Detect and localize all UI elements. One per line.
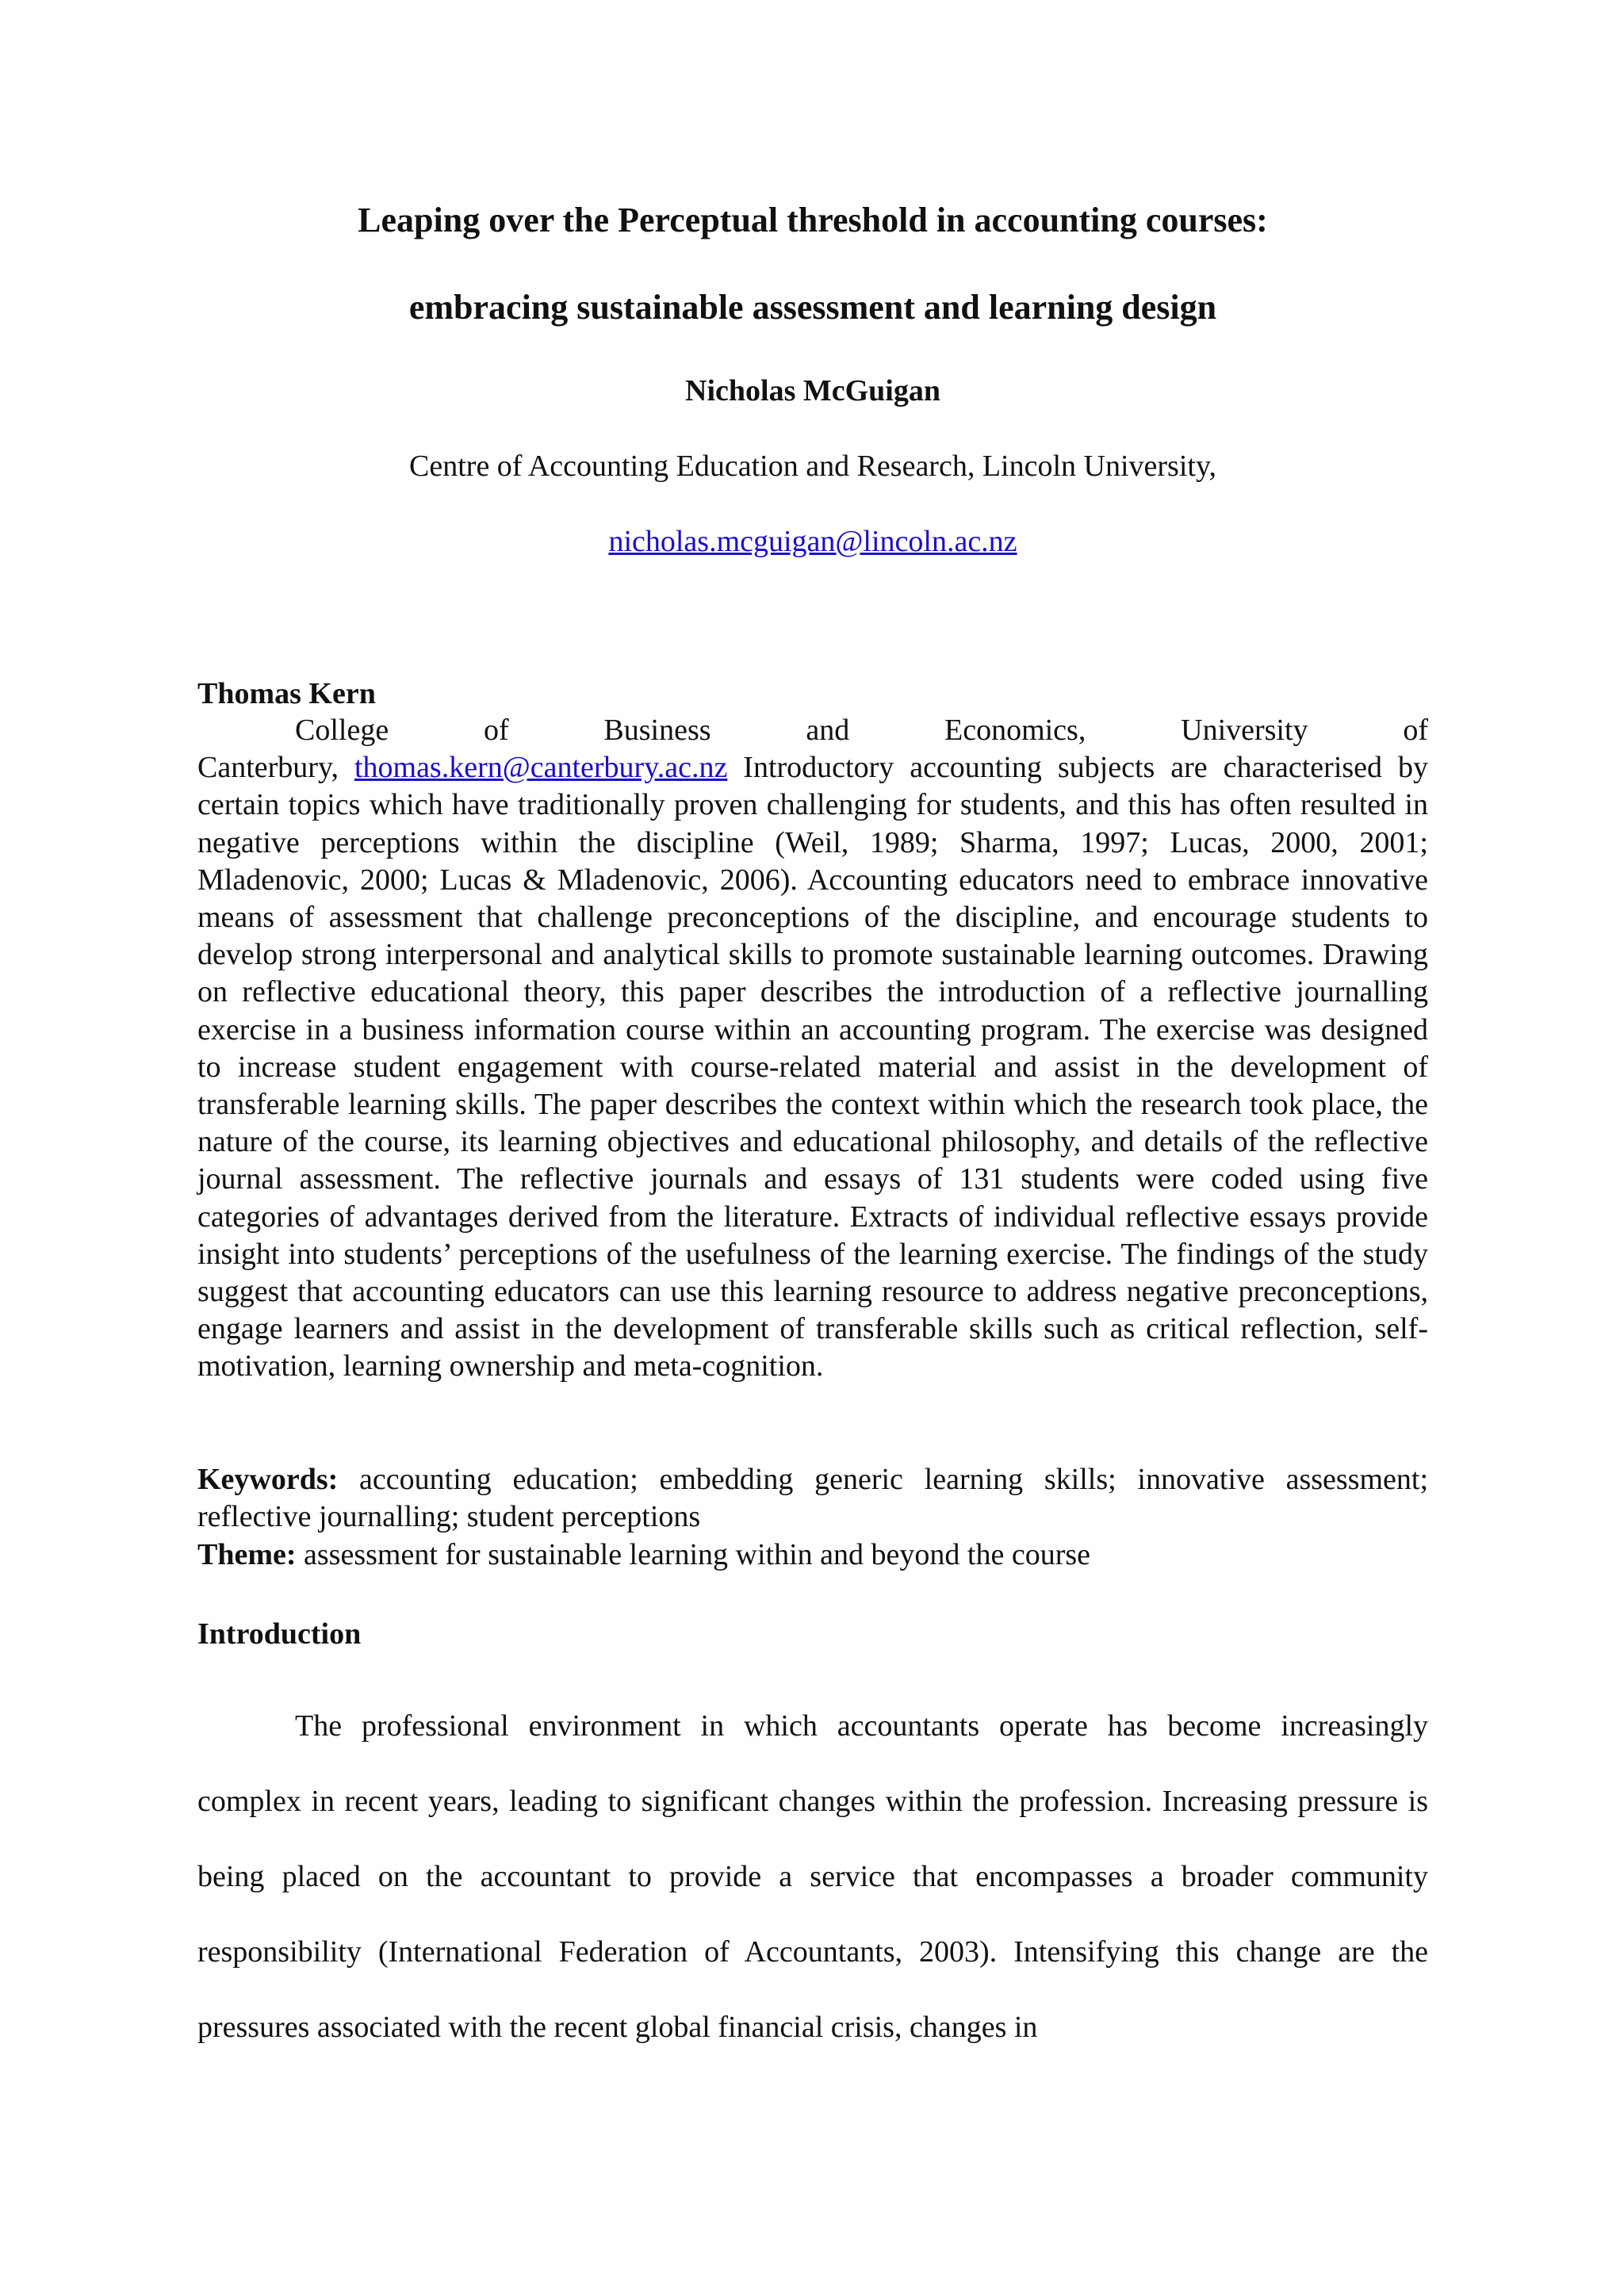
keywords-line (197, 1461, 1428, 1536)
paper-title-line-2: embracing sustainable assessment and learning design (408, 288, 1217, 327)
keywords-label: Keywords: (197, 1463, 339, 1496)
author-email-secondary-link[interactable]: thomas.kern@canterbury.ac.nz (354, 751, 728, 785)
author-email-primary-link[interactable]: nicholas.mcguigan@lincoln.ac.nz (608, 525, 1017, 558)
section-heading-introduction: Introduction (197, 1617, 362, 1651)
author-affiliation-secondary: College of Business and Economics, University of Canterbury, (197, 714, 1428, 785)
author-email-primary-line (197, 523, 1428, 560)
theme-label: Theme: (197, 1538, 297, 1571)
abstract-text: Introductory accounting subjects are characterised by certain topics which have traditionally proven challenging for students, and this has often resulted in negative perceptions within the discipline (Weil, 1989; Sharma, 1997; Lucas, 2000, 2001; Mladenovic, 2000; Lucas & Mladenovic, 2006). Accounting educators need to embrace innovative means of assessment that challenge preconceptions of the discipline, and encourage students to develop strong interpersonal and analytical skills to promote sustainable learning outcomes. Drawing on reflective educational theory, this paper describes the introduction of a reflective journalling exercise in a business information course within an accounting program. The exercise was designed to increase student engagement with course-related material and assist in the development of transferable learning skills. The paper describes the context within which the research took place, the nature of the course, its learning objectives and educational philosophy, and details of the reflective journal assessment. The reflective journals and essays of 131 students were coded using five categories of advantages derived from the literature. Extracts of individual reflective essays provide insight into students’ perceptions of the usefulness of the learning exercise. The findings of the study suggest that accounting educators can use this learning resource to address negative preconceptions, engage learners and assist in the development of transferable skills such as critical reflection, self-motivation, learning ownership and meta-cognition. (197, 751, 1428, 1383)
author-affiliation-primary: Centre of Accounting Education and Research, Lincoln University, (409, 450, 1216, 483)
abstract-paragraph (197, 712, 1428, 1386)
theme-line (197, 1536, 1428, 1574)
author-name-secondary: Thomas Kern (197, 677, 376, 710)
introduction-paragraph: The professional environment in which accountants operate has become increasingly complex in recent years, leading to significant changes within the profession. Increasing pressure is being placed on the accountant to provide a service that encompasses a broader community responsibility (International Federation of Accountants, 2003). Intensifying this change are the pressures associated with the recent global financial crisis, changes in (197, 1709, 1428, 2044)
author-name-primary: Nicholas McGuigan (685, 374, 940, 408)
keywords-text: accounting education; embedding generic learning skills; innovative assessment; reflective journalling; student perceptions (197, 1463, 1428, 1534)
paper-title-line-1: Leaping over the Perceptual threshold in accounting courses: (358, 201, 1268, 239)
theme-text: assessment for sustainable learning within and beyond the course (296, 1538, 1091, 1571)
